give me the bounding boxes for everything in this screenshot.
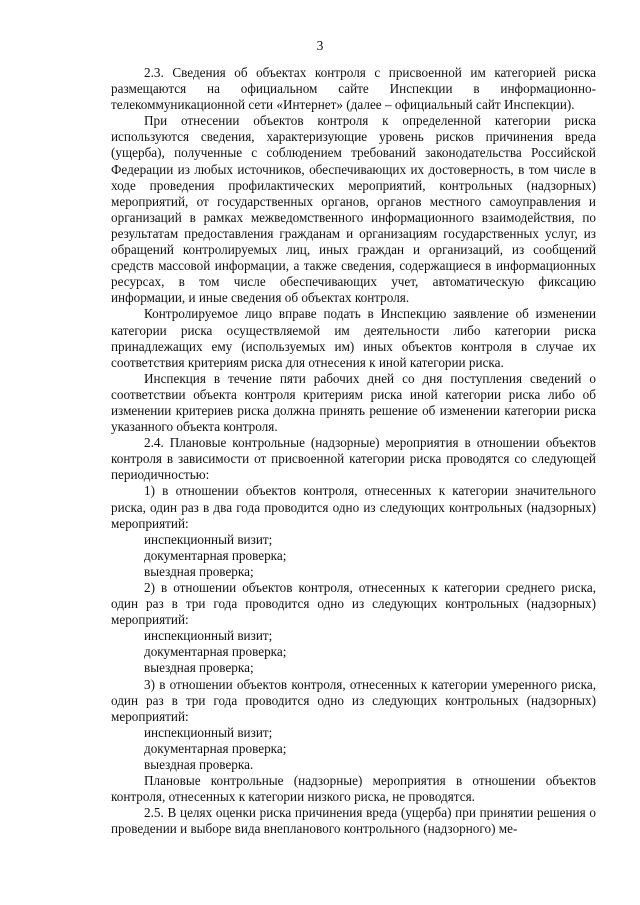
paragraph-significant-risk: 1) в отношении объектов контроля, отнесенных к категории значительного риска, один раз в два года проводится одно из следующих контрольных (надзорных) мероприятий: [111, 483, 596, 531]
paragraph-2-5: 2.5. В целях оценки риска причинения вреда (ущерба) при принятии решения о проведении и выборе вида внепланового контрольного (надзорного) ме- [111, 805, 596, 837]
list-item: документарная проверка; [144, 644, 287, 660]
list-item: инспекционный визит; [144, 531, 273, 547]
list-item: инспекционный визит; [144, 628, 273, 644]
list-item: документарная проверка; [144, 547, 287, 563]
paragraph-medium-risk: 2) в отношении объектов контроля, отнесенных к категории среднего риска, один раз в три года проводится одно из следующих контрольных (надзорных) мероприятий: [111, 580, 596, 628]
paragraph-2-4: 2.4. Плановые контрольные (надзорные) мероприятия в отношении объектов контроля в зависимости от присвоенной категории риска проводятся со следующей периодичностью: [111, 435, 596, 483]
paragraph-risk-change-application: Контролируемое лицо вправе подать в Инспекцию заявление об изменении категории риска осуществляемой им деятельности либо категории риска принадлежащих ему (используемых им) иных объектов контроля в случае их соответствия критериям риска для отнесения к иной категории риска. [111, 306, 596, 370]
paragraph-risk-change-decision: Инспекция в течение пяти рабочих дней со дня поступления сведений о соответствии объекта контроля критериям риска иной категории риска либо об изменении критериев риска должна принять решение об изменении категории риска указанного объекта контроля. [111, 370, 596, 435]
paragraph-2-3: 2.3. Сведения об объектах контроля с присвоенной им категорией риска размещаются на официальном сайте Инспекции в информационно-телекоммуникационной сети «Интернет» (далее – официальный сайт Инспекции). [111, 65, 596, 113]
list-item: выездная проверка. [144, 757, 254, 773]
list-item: инспекционный визит; [144, 724, 273, 740]
list-item: выездная проверка; [144, 563, 254, 579]
paragraph-low-risk: Плановые контрольные (надзорные) мероприятия в отношении объектов контроля, отнесенных к категории низкого риска, не проводятся. [111, 773, 596, 805]
page-number: 3 [316, 38, 324, 53]
list-item: выездная проверка; [144, 660, 254, 676]
paragraph-moderate-risk: 3) в отношении объектов контроля, отнесенных к категории умеренного риска, один раз в три года проводится одно из следующих контрольных (надзорных) мероприятий: [111, 676, 596, 724]
document-body [111, 65, 596, 838]
paragraph-risk-information: При отнесении объектов контроля к определенной категории риска используются сведения, характеризующие уровень рисков причинения вреда (ущерба), полученные с соблюдением требований законодательства Российской Федерации из любых источников, обеспечивающих их достоверность, в том числе в ходе проведения профилактических мероприятий, контрольных (надзорных) мероприятий, от государственных органов, органов местного самоуправления и организаций в рамках межведомственного информационного взаимодействия, по результатам предоставления гражданам и организациям государственных услуг, из обращений контролируемых лиц, иных граждан и организаций, из сообщений средств массовой информации, а также сведения, содержащиеся в информационных ресурсах, в том числе обеспечивающих учет, автоматическую фиксацию информации, и иные сведения об объектах контроля. [111, 113, 596, 306]
list-item: документарная проверка; [144, 740, 287, 756]
